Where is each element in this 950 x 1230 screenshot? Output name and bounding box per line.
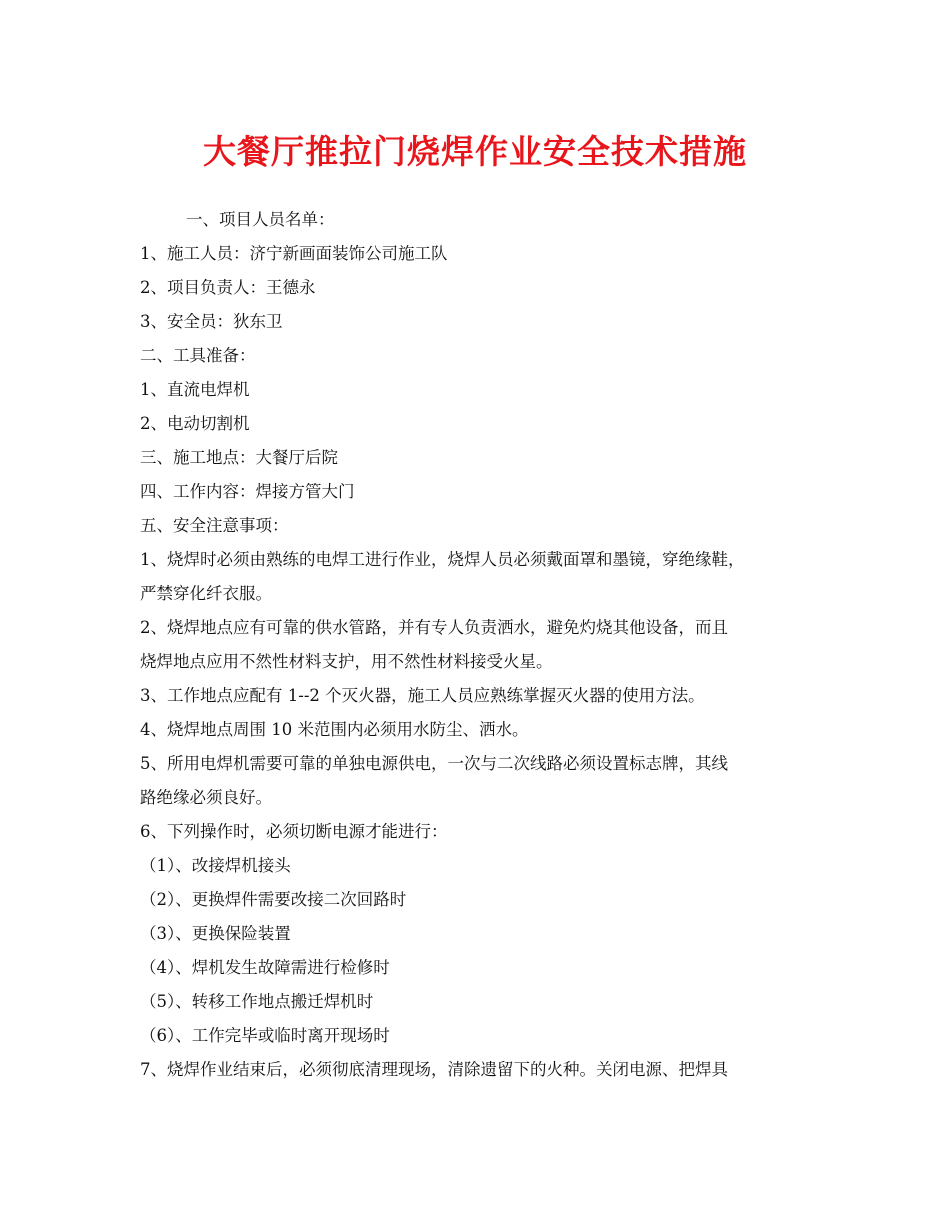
list-item: （2）、更换焊件需要改接二次回路时 bbox=[140, 890, 407, 909]
section-heading-work-content: 四、工作内容：焊接方管大门 bbox=[140, 482, 355, 501]
list-item: （1）、改接焊机接头 bbox=[140, 856, 291, 875]
text-line: 5、所用电焊机需要可靠的单独电源供电，一次与二次线路必须设置标志牌，其线 bbox=[140, 754, 728, 773]
text-line: 2、烧焊地点应有可靠的供水管路，并有专人负责洒水，避免灼烧其他设备，而且 bbox=[140, 618, 728, 637]
text-line: 2、电动切割机 bbox=[140, 414, 250, 433]
section-heading-location: 三、施工地点：大餐厅后院 bbox=[140, 448, 338, 467]
text-line: 烧焊地点应用不然性材料支护，用不然性材料接受火星。 bbox=[140, 652, 553, 671]
text-line: 1、直流电焊机 bbox=[140, 380, 250, 399]
section-heading-safety: 五、安全注意事项： bbox=[140, 516, 289, 535]
text-line: 6、下列操作时，必须切断电源才能进行： bbox=[140, 822, 448, 841]
text-line: 7、烧焊作业结束后，必须彻底清理现场，清除遗留下的火种。关闭电源、把焊具 bbox=[140, 1060, 728, 1079]
section-heading-personnel: 一、项目人员名单： bbox=[186, 210, 335, 229]
section-heading-tools: 二、工具准备： bbox=[140, 346, 256, 365]
text-line: 3、安全员：狄东卫 bbox=[140, 312, 283, 331]
text-line: 1、施工人员：济宁新画面装饰公司施工队 bbox=[140, 244, 448, 263]
list-item: （3）、更换保险装置 bbox=[140, 924, 291, 943]
document-title: 大餐厅推拉门烧焊作业安全技术措施 bbox=[203, 132, 747, 171]
text-line: 3、工作地点应配有 1--2 个灭火器，施工人员应熟练掌握灭火器的使用方法。 bbox=[140, 686, 705, 705]
list-item: （4）、焊机发生故障需进行检修时 bbox=[140, 958, 390, 977]
text-line: 4、烧焊地点周围 10 米范围内必须用水防尘、洒水。 bbox=[140, 720, 529, 739]
text-line: 严禁穿化纤衣服。 bbox=[140, 584, 272, 603]
list-item: （6）、工作完毕或临时离开现场时 bbox=[140, 1026, 390, 1045]
text-line: 1、烧焊时必须由熟练的电焊工进行作业，烧焊人员必须戴面罩和墨镜，穿绝缘鞋， bbox=[140, 550, 745, 569]
list-item: （5）、转移工作地点搬迁焊机时 bbox=[140, 992, 374, 1011]
text-line: 2、项目负责人：王德永 bbox=[140, 278, 316, 297]
document-body bbox=[140, 203, 840, 1087]
text-line: 路绝缘必须良好。 bbox=[140, 788, 272, 807]
